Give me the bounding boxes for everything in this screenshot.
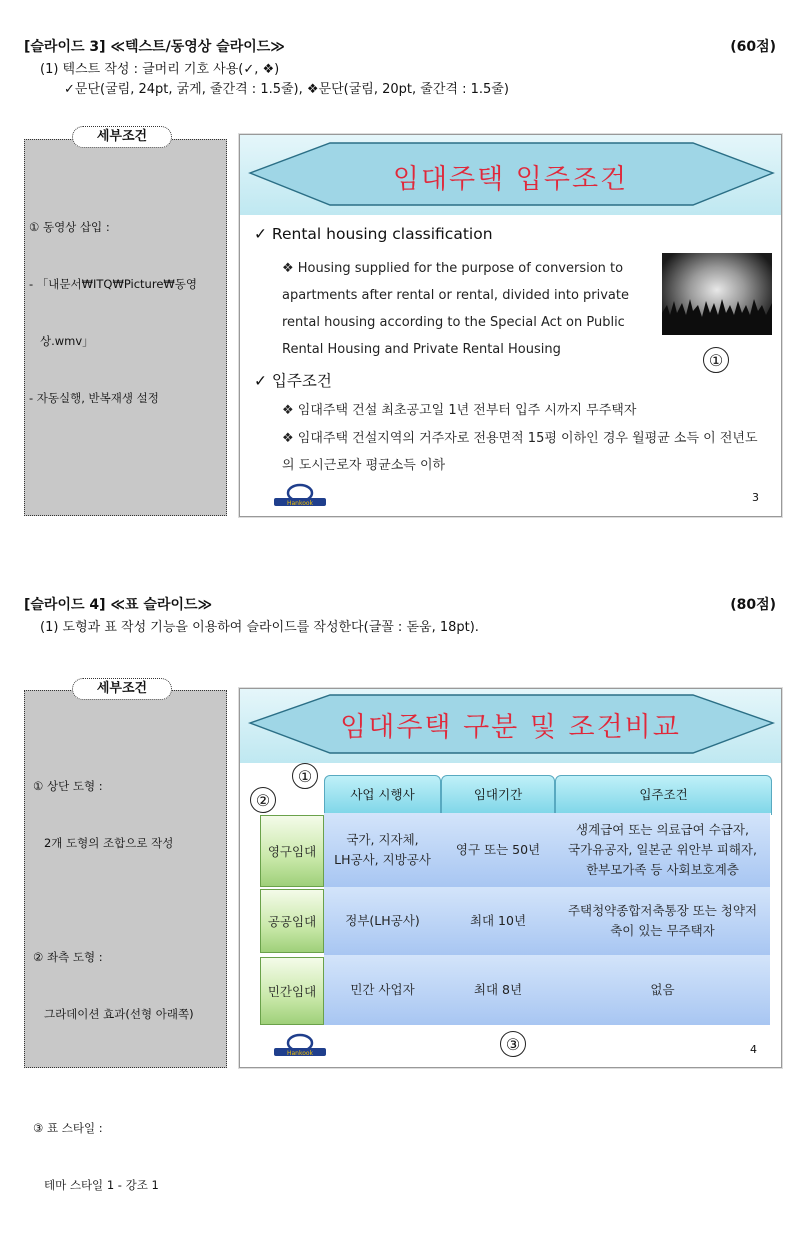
table-cell: 주택청약종합저축통장 또는 청약저 축이 있는 무주택자: [555, 887, 771, 956]
logo-text: Hankook: [286, 1050, 314, 1057]
table-cell: 최대 10년: [441, 887, 556, 956]
table-col-header: 사업 시행사: [324, 775, 441, 815]
table-cell: 생계급여 또는 의료급여 수급자, 국가유공자, 일본군 위안부 피해자, 한부모가족 등 사회보호계층: [555, 813, 771, 888]
slide4-page-number: 4: [750, 1043, 757, 1056]
table-cell: 최대 8년: [441, 955, 556, 1026]
marker-1: ①: [703, 347, 729, 373]
slide3-bullet-1: ✓ Rental housing classification: [254, 225, 493, 243]
cond-line: 2개 도형의 조합으로 작성: [33, 836, 174, 850]
slide3-conditions-text: [29, 180, 197, 446]
cond-line: - 자동실행, 반복재생 설정: [29, 391, 159, 405]
cond-line: 그라데이션 효과(선형 아래쪽): [33, 1007, 194, 1021]
table-cell: 민간 사업자: [324, 955, 442, 1026]
cond-line: ① 상단 도형 :: [33, 779, 103, 793]
cond-line: - 「내문서₩ITQ₩Picture₩동영: [29, 277, 197, 291]
cond-line: [33, 1062, 194, 1081]
cond-line: ② 좌측 도형 :: [33, 950, 103, 964]
slide4-points: (80점): [730, 597, 776, 613]
slide3-conditions-title: 세부조건: [72, 126, 172, 148]
table-cell: 영구 또는 50년: [441, 813, 556, 888]
slide3-page-number: 3: [752, 491, 759, 504]
slide3-subbullet-2: ❖ 임대주택 건설 최초공고일 1년 전부터 입주 시까지 무주택자: [282, 403, 637, 418]
slide3-header: [슬라이드 3] ≪텍스트/동영상 슬라이드≫: [24, 39, 285, 55]
slide3-bullet-2: ✓ 입주조건: [254, 372, 332, 390]
table-row-header: 영구임대: [260, 815, 324, 887]
slide3-subbullet-3: ❖ 임대주택 건설지역의 거주자로 전용면적 15평 이하인 경우 월평균 소득 이 전년도의 도시근로자 평균소득 이하: [282, 431, 758, 473]
cond-line: [33, 891, 194, 910]
table-row-header: 민간임대: [260, 957, 324, 1025]
slide4-conditions-title: 세부조건: [72, 678, 172, 700]
slide4-conditions-text: [33, 739, 194, 1233]
cond-line: ① 동영상 삽입 :: [29, 220, 110, 234]
slide3-instruction-1: (1) 텍스트 작성 : 글머리 기호 사용(✓, ❖): [40, 62, 280, 77]
hankook-logo: [272, 483, 328, 509]
slide3-preview: [239, 134, 782, 517]
table-col-header: 임대기간: [441, 775, 555, 815]
table-cell: 없음: [555, 955, 771, 1026]
logo-text: Hankook: [286, 500, 314, 507]
table-cell: 정부(LH공사): [324, 887, 442, 956]
slide4-instruction-1: (1) 도형과 표 작성 기능을 이용하여 슬라이드를 작성한다(글꼴 : 돋움, 18pt).: [40, 620, 479, 635]
slide3-title: 임대주택 입주조건: [392, 164, 629, 195]
slide3-points: (60점): [730, 39, 776, 55]
slide4-title: 임대주택 구분 및 조건비교: [340, 712, 681, 743]
slide3-conditions-panel: [24, 139, 227, 516]
slide3-instruction-2: ✓문단(굴림, 24pt, 굵게, 줄간격 : 1.5줄), ❖문단(굴림, 20pt, 줄간격 : 1.5줄): [64, 82, 509, 97]
marker-1: ①: [292, 763, 318, 789]
slide4-conditions-panel: [24, 690, 227, 1192]
marker-2: ②: [250, 787, 276, 813]
table-col-header: 입주조건: [555, 775, 772, 815]
hankook-logo: [272, 1033, 328, 1059]
table-cell: 국가, 지자체, LH공사, 지방공사: [324, 813, 442, 888]
slide4-header: [슬라이드 4] ≪표 슬라이드≫: [24, 597, 213, 613]
slide4-preview: [239, 688, 782, 1068]
slide3-subbullet-1: ❖ Housing supplied for the purpose of conversion to apartments after rental or rental, divided into private rental housing according to the Special Act on Public Rental Housing and Private Rental Housing: [282, 261, 629, 357]
marker-3: ③: [500, 1031, 526, 1057]
cond-line: 테마 스타일 1 - 강조 1: [33, 1178, 159, 1192]
cond-line: 상.wmv」: [29, 334, 94, 348]
grass-silhouette: [662, 253, 772, 335]
table-row-header: 공공임대: [260, 889, 324, 953]
cond-line: ③ 표 스타일 :: [33, 1121, 103, 1135]
video-thumbnail[interactable]: [662, 253, 772, 335]
